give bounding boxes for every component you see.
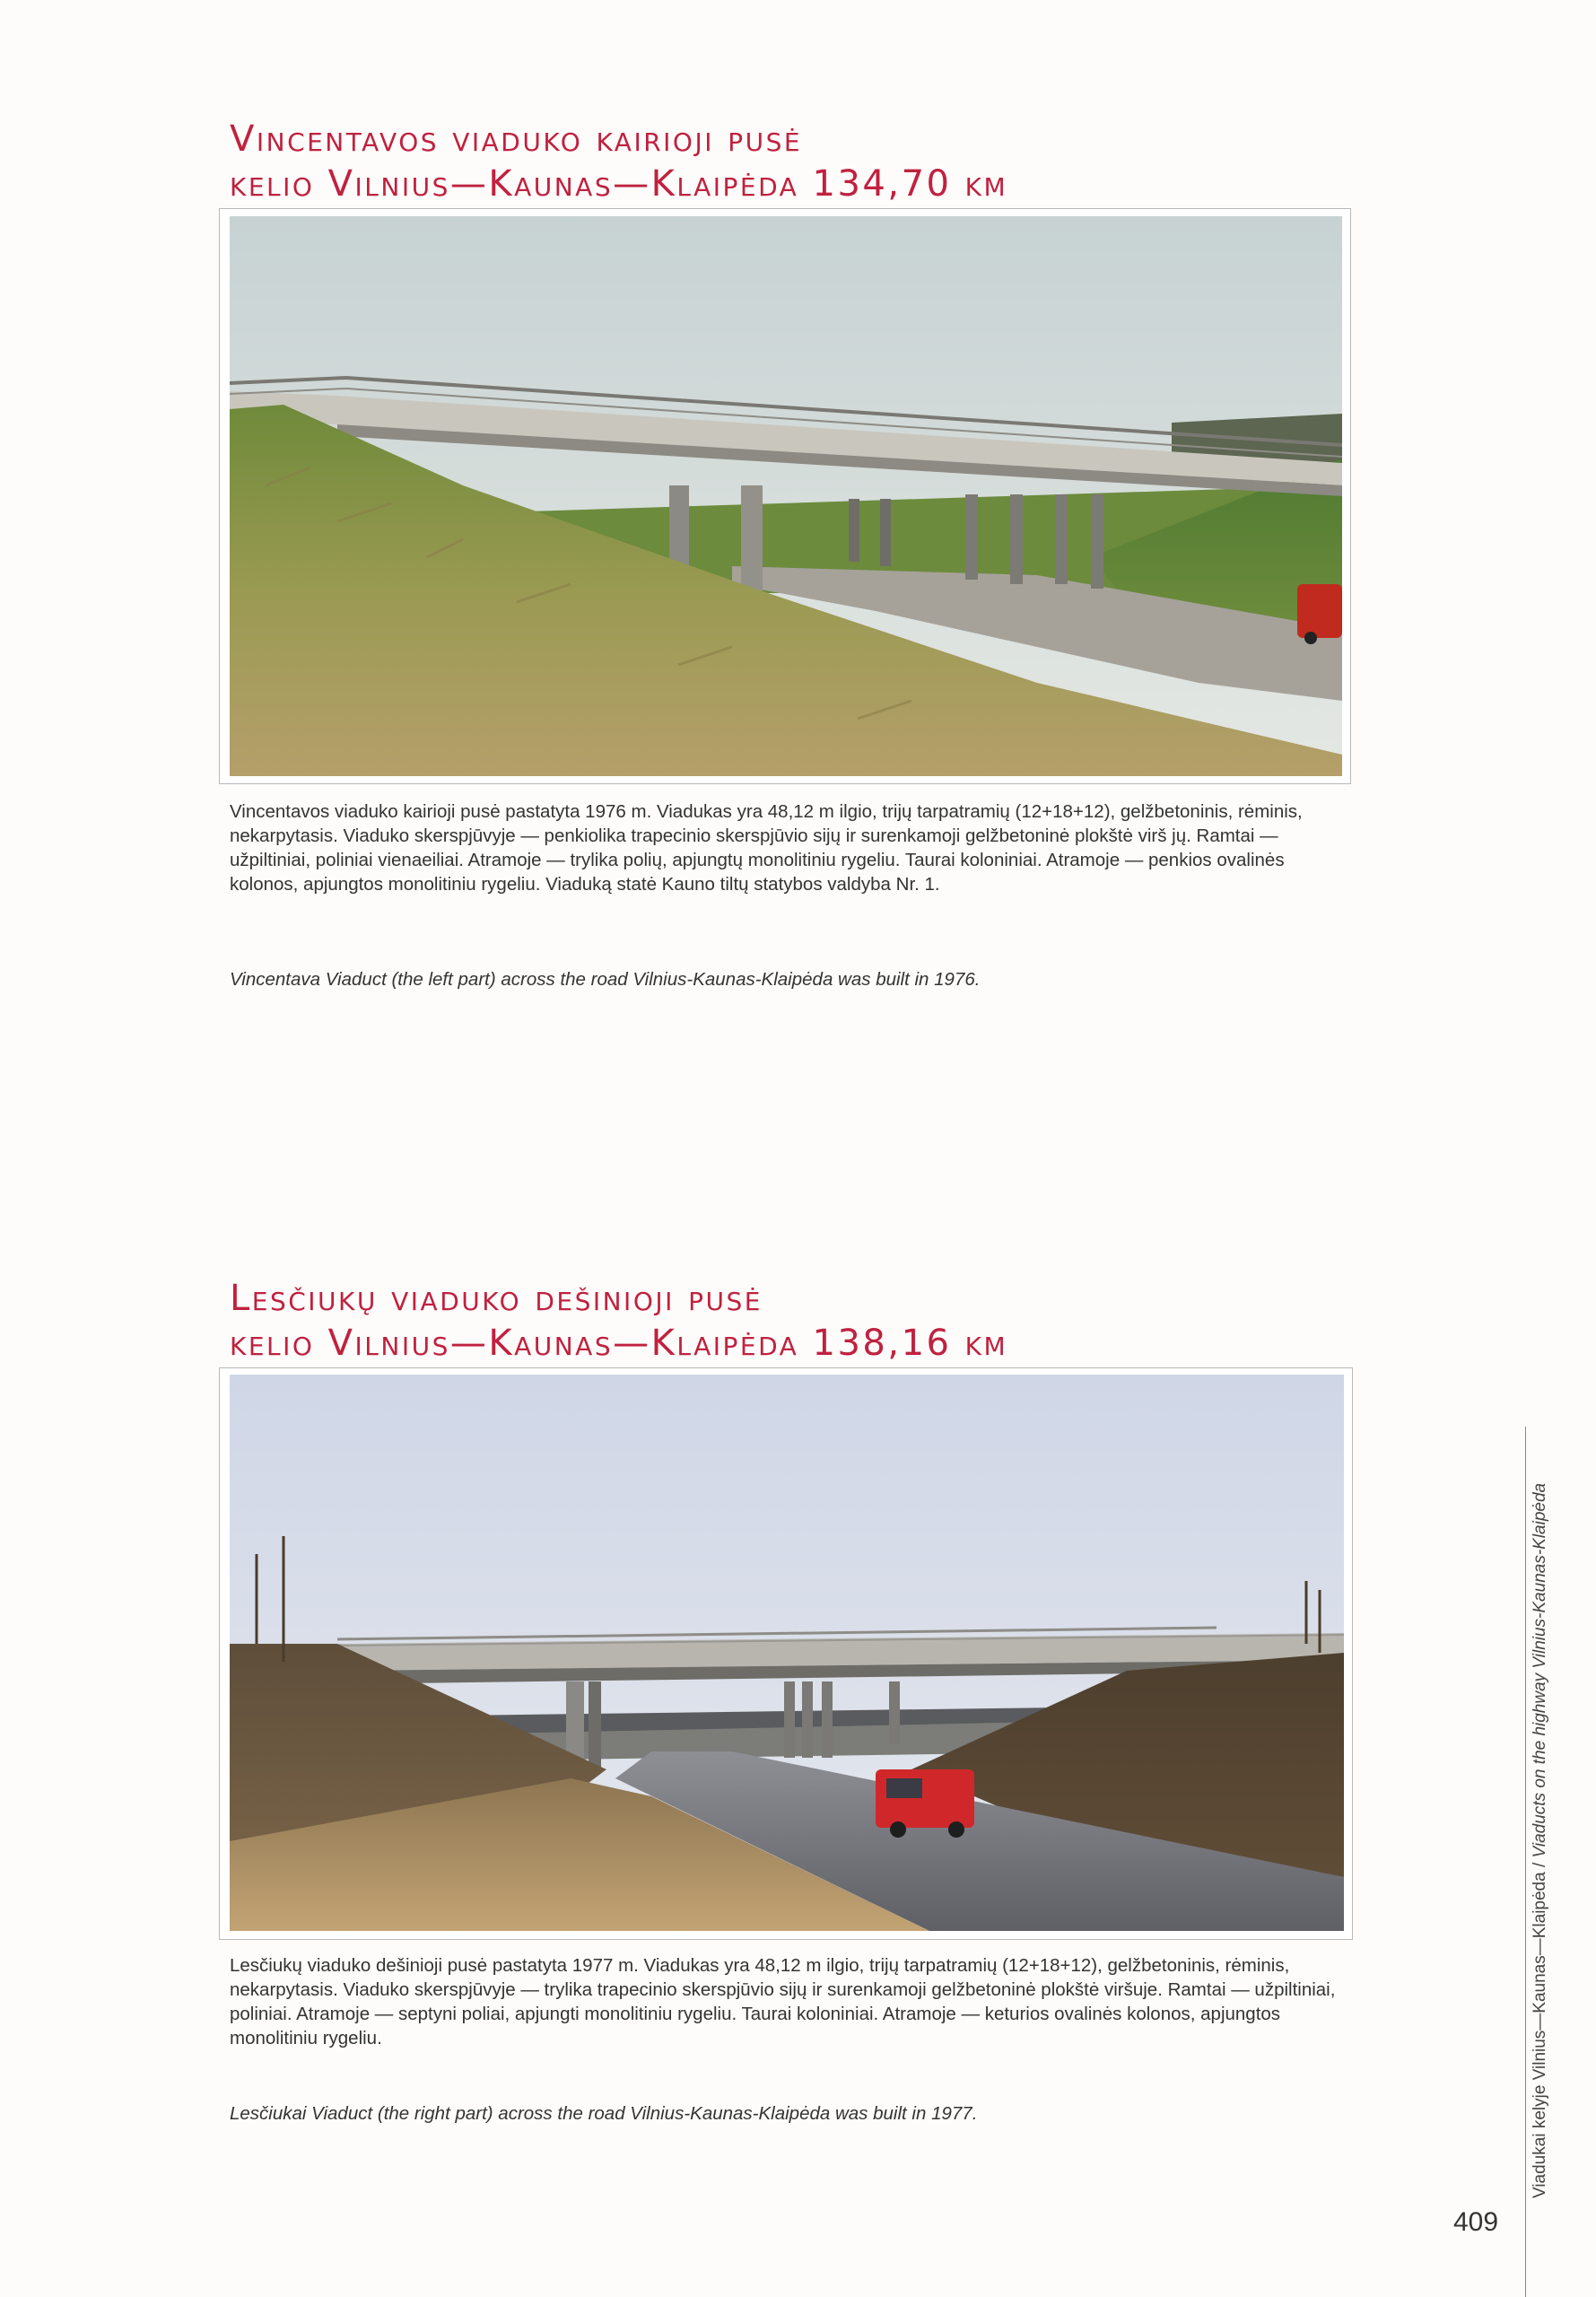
running-header-vertical <box>1527 1391 1554 2198</box>
section-1-caption-en: Vincentava Viaduct (the left part) across the road Vilnius-Kaunas-Klaipėda was built in 1976. <box>230 969 981 990</box>
section-2-title-line1: Lesčiukų viaduko dešinioji pusė <box>230 1278 763 1319</box>
section-2-caption-en: Lesčiukai Viaduct (the right part) across the road Vilnius-Kaunas-Klaipėda was built in 1977. <box>230 2103 978 2124</box>
section-1-photo <box>230 216 1342 776</box>
lesciuku-viaduct-photo <box>230 1375 1344 1931</box>
side-rule <box>1525 1427 1526 2297</box>
running-header-en: Viaducts on the highway Vilnius-Kaunas-Klaipėda <box>1531 1482 1549 1858</box>
section-1-caption: Vincentavos viaduko kairioji pusė pastatyta 1976 m. Viadukas yra 48,12 m ilgio, trijų tarpatramių (12+18+12), gelžbetoninis, rėminis, nekarpytasis. Viaduko skerspjūvyje — penkiolika trapecinio skerspjūvio sijų ir surenkamoji gelžbetoninė plokštė virš jų. Ramtai — užpiltiniai, poliniai vienaeiliai. Atramoje — trylika polių, apjungtų monolitiniu rygeliu. Taurai koloniniai. Atramoje — penkios ovalinės kolonos, apjungtos monolitiniu rygeliu. Viaduką statė Kauno tiltų statybos valdyba Nr. 1. <box>230 801 1303 895</box>
section-2-photo <box>230 1375 1344 1931</box>
section-1-title-line2: kelio Vilnius—Kaunas—Klaipėda 134,70 km <box>230 163 1008 205</box>
section-2-title-line2: kelio Vilnius—Kaunas—Klaipėda 138,16 km <box>230 1323 1008 1364</box>
section-2-title <box>230 1276 1396 1366</box>
page-number: 409 <box>1453 2207 1499 2237</box>
running-header-lt: Viadukai kelyje Vilnius—Kaunas—Klaipėda / <box>1531 1857 1549 2198</box>
section-1-title-line1: Vincentavos viaduko kairioji pusė <box>230 118 803 160</box>
section-2-caption: Lesčiukų viaduko dešinioji pusė pastatyta 1977 m. Viadukas yra 48,12 m ilgio, trijų tarpatramių (12+18+12), gelžbetoninis, rėminis, nekarpytasis. Viaduko skerspjūvyje — trylika trapecinio skerspjūvio sijų ir surenkamoji gelžbetoninė plokštė viršuje. Ramtai — užpiltiniai, poliniai. Atramoje — septyni poliai, apjungti monolitiniu rygeliu. Taurai koloniniai. Atramoje — keturios ovalinės kolonos, apjungtos monolitiniu rygeliu. <box>230 1955 1336 2048</box>
section-1-title <box>230 117 1396 206</box>
vincentavos-viaduct-photo <box>230 216 1342 776</box>
